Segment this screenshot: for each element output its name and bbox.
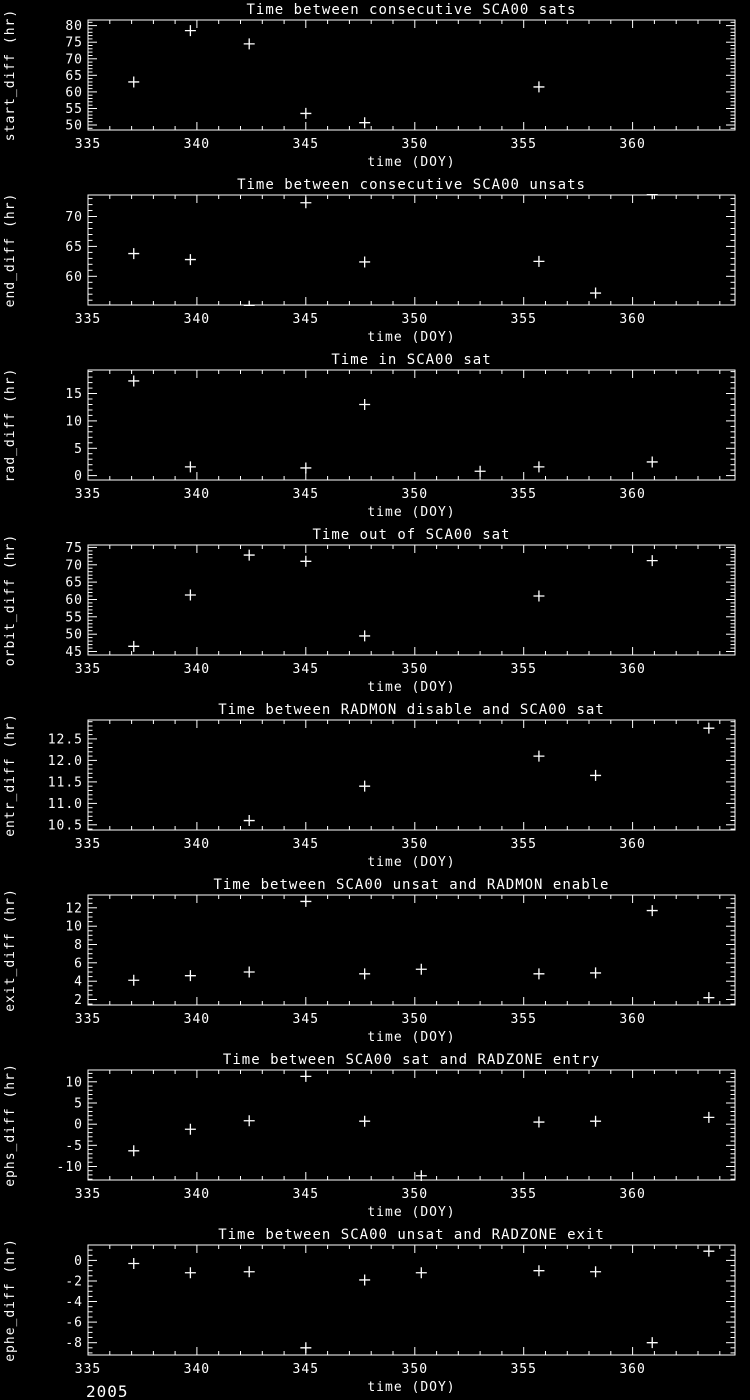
axis-ticks bbox=[88, 1070, 735, 1180]
y-tick-label: 70 bbox=[65, 52, 83, 68]
y-tick-label: 70 bbox=[65, 558, 83, 574]
data-point bbox=[300, 197, 311, 208]
x-tick-label: 345 bbox=[292, 837, 320, 852]
x-tick-label: 360 bbox=[619, 662, 646, 677]
x-tick-label: 355 bbox=[510, 487, 537, 502]
axis-ticks bbox=[88, 370, 735, 480]
data-point bbox=[359, 399, 370, 410]
x-tick-label: 350 bbox=[401, 137, 429, 152]
y-tick-label: 80 bbox=[65, 19, 83, 35]
y-axis-label: ephe_diff (hr) bbox=[3, 1238, 18, 1362]
y-tick-label: 12.5 bbox=[47, 732, 83, 748]
scatter-panel bbox=[0, 875, 750, 1050]
panel-title: Time out of SCA00 sat bbox=[312, 527, 511, 543]
data-point bbox=[590, 770, 601, 781]
y-tick-label: 60 bbox=[65, 593, 83, 608]
data-point bbox=[300, 896, 311, 907]
x-tick-label: 335 bbox=[74, 662, 102, 677]
y-tick-label: 0 bbox=[74, 1117, 83, 1133]
y-tick-label: 2 bbox=[74, 993, 83, 1008]
x-axis-label: time (DOY) bbox=[367, 680, 456, 695]
x-tick-label: 340 bbox=[183, 312, 211, 327]
axis-ticks bbox=[88, 1245, 735, 1355]
y-axis-label: ephs_diff (hr) bbox=[3, 1063, 18, 1187]
y-tick-label: 4 bbox=[74, 974, 83, 990]
x-tick-label: 345 bbox=[292, 1012, 320, 1027]
x-axis-label: time (DOY) bbox=[367, 155, 456, 170]
data-point bbox=[185, 1124, 196, 1135]
plot-svg bbox=[0, 700, 750, 875]
data-point bbox=[185, 589, 196, 600]
y-axis-label: start_diff (hr) bbox=[3, 8, 18, 142]
data-point bbox=[590, 1116, 601, 1127]
x-tick-label: 355 bbox=[510, 1187, 537, 1202]
x-tick-label: 345 bbox=[292, 487, 320, 502]
data-point bbox=[244, 301, 255, 312]
data-point bbox=[359, 781, 370, 792]
data-point bbox=[300, 1342, 311, 1353]
x-tick-label: 360 bbox=[619, 837, 646, 852]
data-point bbox=[359, 117, 370, 128]
data-point bbox=[359, 256, 370, 267]
data-point bbox=[244, 550, 255, 561]
panel-title: Time between SCA00 unsat and RADMON enable bbox=[213, 877, 610, 893]
plot-svg bbox=[0, 350, 750, 525]
y-tick-label: -8 bbox=[65, 1336, 83, 1352]
data-point bbox=[244, 967, 255, 978]
plot-svg bbox=[0, 0, 750, 175]
data-point bbox=[185, 254, 196, 265]
data-point bbox=[533, 1117, 544, 1128]
x-axis-label: time (DOY) bbox=[367, 855, 456, 870]
y-tick-label: 0 bbox=[74, 1253, 83, 1269]
y-tick-label: -5 bbox=[65, 1138, 83, 1154]
data-point bbox=[647, 456, 658, 467]
data-point bbox=[300, 1071, 311, 1082]
plot-frame bbox=[88, 195, 735, 305]
data-point bbox=[590, 1266, 601, 1277]
plot-svg bbox=[0, 1225, 750, 1400]
data-point bbox=[185, 1267, 196, 1278]
y-tick-label: 10.5 bbox=[47, 818, 83, 834]
y-tick-label: 0 bbox=[74, 469, 83, 485]
x-tick-label: 335 bbox=[74, 137, 102, 152]
x-tick-label: 335 bbox=[74, 1187, 102, 1202]
y-tick-label: 50 bbox=[65, 118, 83, 134]
axis-ticks bbox=[88, 720, 735, 830]
data-point bbox=[590, 288, 601, 299]
y-tick-label: 11.0 bbox=[47, 796, 83, 812]
data-point bbox=[647, 555, 658, 566]
data-points bbox=[128, 550, 657, 652]
data-point bbox=[533, 461, 544, 472]
data-point bbox=[300, 556, 311, 567]
data-point bbox=[590, 967, 601, 978]
x-tick-label: 350 bbox=[401, 1362, 429, 1377]
y-tick-label: 65 bbox=[65, 575, 83, 591]
data-point bbox=[703, 1246, 714, 1257]
data-point bbox=[533, 591, 544, 602]
y-tick-label: 8 bbox=[74, 938, 83, 953]
x-tick-label: 355 bbox=[510, 1012, 537, 1027]
data-point bbox=[647, 188, 658, 199]
y-tick-label: -4 bbox=[65, 1295, 83, 1310]
axis-ticks bbox=[88, 20, 735, 130]
data-point bbox=[185, 25, 196, 36]
data-point bbox=[359, 1274, 370, 1285]
x-axis-label: time (DOY) bbox=[367, 1380, 456, 1395]
data-point bbox=[300, 462, 311, 473]
data-points bbox=[128, 896, 714, 1003]
plot-svg bbox=[0, 525, 750, 700]
x-tick-label: 335 bbox=[74, 487, 102, 502]
panel-title: Time between consecutive SCA00 unsats bbox=[237, 177, 586, 193]
y-tick-label: 12.0 bbox=[47, 753, 83, 769]
panel-title: Time in SCA00 sat bbox=[331, 352, 492, 368]
data-points bbox=[128, 375, 657, 476]
y-tick-label: 5 bbox=[74, 441, 83, 457]
x-tick-label: 360 bbox=[619, 1187, 646, 1202]
data-point bbox=[185, 970, 196, 981]
axis-ticks bbox=[88, 545, 735, 655]
data-point bbox=[300, 108, 311, 119]
x-tick-label: 345 bbox=[292, 662, 320, 677]
x-tick-label: 345 bbox=[292, 312, 320, 327]
x-tick-label: 355 bbox=[510, 312, 537, 327]
data-point bbox=[703, 1112, 714, 1123]
scatter-panel bbox=[0, 0, 750, 175]
data-point bbox=[244, 1115, 255, 1126]
data-points bbox=[128, 1246, 714, 1354]
plot-svg bbox=[0, 875, 750, 1050]
y-axis-label: end_diff (hr) bbox=[3, 192, 18, 308]
data-point bbox=[244, 815, 255, 826]
y-tick-label: 70 bbox=[65, 210, 83, 225]
plot-frame bbox=[88, 1245, 735, 1355]
data-point bbox=[185, 461, 196, 472]
y-axis-label: orbit_diff (hr) bbox=[3, 533, 18, 667]
x-tick-label: 350 bbox=[401, 487, 429, 502]
data-point bbox=[703, 723, 714, 734]
scatter-panel bbox=[0, 175, 750, 350]
x-tick-label: 335 bbox=[74, 837, 102, 852]
data-point bbox=[533, 751, 544, 762]
scatter-panel bbox=[0, 1225, 750, 1400]
x-tick-label: 350 bbox=[401, 662, 429, 677]
plot-frame bbox=[88, 370, 735, 480]
x-axis-label: time (DOY) bbox=[367, 330, 456, 345]
x-tick-label: 360 bbox=[619, 1362, 646, 1377]
scatter-panel bbox=[0, 1050, 750, 1225]
y-tick-label: 65 bbox=[65, 239, 83, 255]
y-tick-label: 15 bbox=[65, 387, 83, 402]
data-point bbox=[128, 641, 139, 652]
y-tick-label: 65 bbox=[65, 68, 83, 84]
plot-frame bbox=[88, 545, 735, 655]
y-tick-label: 60 bbox=[65, 85, 83, 101]
x-axis-label: time (DOY) bbox=[367, 1205, 456, 1220]
x-tick-label: 340 bbox=[183, 662, 211, 677]
plot-svg bbox=[0, 1050, 750, 1225]
x-tick-label: 345 bbox=[292, 1187, 320, 1202]
panel-title: Time between SCA00 unsat and RADZONE exit bbox=[218, 1227, 605, 1243]
panel-title: Time between SCA00 sat and RADZONE entry bbox=[222, 1052, 601, 1068]
y-tick-label: 55 bbox=[65, 610, 83, 626]
x-tick-label: 340 bbox=[183, 1187, 211, 1202]
panel-title: Time between consecutive SCA00 sats bbox=[246, 2, 577, 18]
y-tick-label: 60 bbox=[65, 269, 83, 285]
x-tick-label: 355 bbox=[510, 662, 537, 677]
y-tick-label: 10 bbox=[65, 1075, 83, 1091]
x-tick-label: 345 bbox=[292, 1362, 320, 1377]
y-axis-label: entr_diff (hr) bbox=[3, 713, 18, 837]
data-point bbox=[244, 1266, 255, 1277]
scatter-panel bbox=[0, 350, 750, 525]
plot-frame bbox=[88, 720, 735, 830]
data-point bbox=[533, 1265, 544, 1276]
x-tick-label: 360 bbox=[619, 487, 646, 502]
data-point bbox=[359, 1116, 370, 1127]
data-point bbox=[647, 905, 658, 916]
y-tick-label: 10 bbox=[65, 919, 83, 935]
x-tick-label: 335 bbox=[74, 312, 102, 327]
y-tick-label: 75 bbox=[65, 540, 83, 556]
x-tick-label: 360 bbox=[619, 312, 646, 327]
data-point bbox=[647, 1337, 658, 1348]
data-points bbox=[128, 25, 544, 128]
x-tick-label: 355 bbox=[510, 137, 537, 152]
x-axis-label: time (DOY) bbox=[367, 505, 456, 520]
y-tick-label: 75 bbox=[65, 35, 83, 51]
axis-ticks bbox=[88, 895, 735, 1005]
x-tick-label: 340 bbox=[183, 487, 211, 502]
scatter-panel bbox=[0, 700, 750, 875]
axis-ticks bbox=[88, 195, 735, 305]
data-point bbox=[359, 968, 370, 979]
year-label: 2005 bbox=[86, 1382, 129, 1400]
x-tick-label: 355 bbox=[510, 1362, 537, 1377]
y-axis-label: exit_diff (hr) bbox=[3, 888, 18, 1012]
x-tick-label: 340 bbox=[183, 1012, 211, 1027]
x-tick-label: 340 bbox=[183, 1362, 211, 1377]
x-tick-label: 340 bbox=[183, 837, 211, 852]
data-point bbox=[533, 81, 544, 92]
x-tick-label: 345 bbox=[292, 137, 320, 152]
data-points bbox=[244, 723, 715, 826]
data-point bbox=[475, 466, 486, 477]
x-tick-label: 350 bbox=[401, 837, 429, 852]
y-tick-label: -2 bbox=[65, 1274, 83, 1290]
plot-frame bbox=[88, 895, 735, 1005]
plot-svg bbox=[0, 175, 750, 350]
data-point bbox=[533, 256, 544, 267]
data-point bbox=[128, 1258, 139, 1269]
data-point bbox=[703, 992, 714, 1003]
x-tick-label: 340 bbox=[183, 137, 211, 152]
data-point bbox=[128, 375, 139, 386]
data-point bbox=[128, 248, 139, 259]
y-tick-label: 5 bbox=[74, 1096, 83, 1112]
data-point bbox=[128, 1145, 139, 1156]
x-tick-label: 355 bbox=[510, 837, 537, 852]
x-tick-label: 350 bbox=[401, 1012, 429, 1027]
y-tick-label: 55 bbox=[65, 102, 83, 117]
y-tick-label: 45 bbox=[65, 645, 83, 660]
data-points bbox=[128, 188, 657, 311]
data-points bbox=[128, 1071, 714, 1181]
panel-title: Time between RADMON disable and SCA00 sat bbox=[218, 702, 605, 718]
data-point bbox=[416, 1267, 427, 1278]
data-point bbox=[128, 76, 139, 87]
y-tick-label: 50 bbox=[65, 627, 83, 643]
data-point bbox=[128, 975, 139, 986]
y-axis-label: rad_diff (hr) bbox=[3, 367, 18, 483]
plot-frame bbox=[88, 20, 735, 130]
y-tick-label: -10 bbox=[56, 1160, 83, 1175]
scatter-panel bbox=[0, 525, 750, 700]
x-tick-label: 360 bbox=[619, 137, 646, 152]
x-tick-label: 350 bbox=[401, 312, 429, 327]
plot-frame bbox=[88, 1070, 735, 1180]
x-tick-label: 335 bbox=[74, 1362, 102, 1377]
data-point bbox=[533, 968, 544, 979]
y-tick-label: 10 bbox=[65, 414, 83, 430]
x-tick-label: 350 bbox=[401, 1187, 429, 1202]
x-tick-label: 360 bbox=[619, 1012, 646, 1027]
y-tick-label: 12 bbox=[65, 901, 83, 917]
x-tick-label: 335 bbox=[74, 1012, 102, 1027]
data-point bbox=[416, 964, 427, 975]
y-tick-label: 11.5 bbox=[47, 775, 83, 791]
y-tick-label: -6 bbox=[65, 1315, 83, 1331]
y-tick-label: 6 bbox=[74, 956, 83, 972]
data-point bbox=[244, 38, 255, 49]
data-point bbox=[359, 630, 370, 641]
x-axis-label: time (DOY) bbox=[367, 1030, 456, 1045]
